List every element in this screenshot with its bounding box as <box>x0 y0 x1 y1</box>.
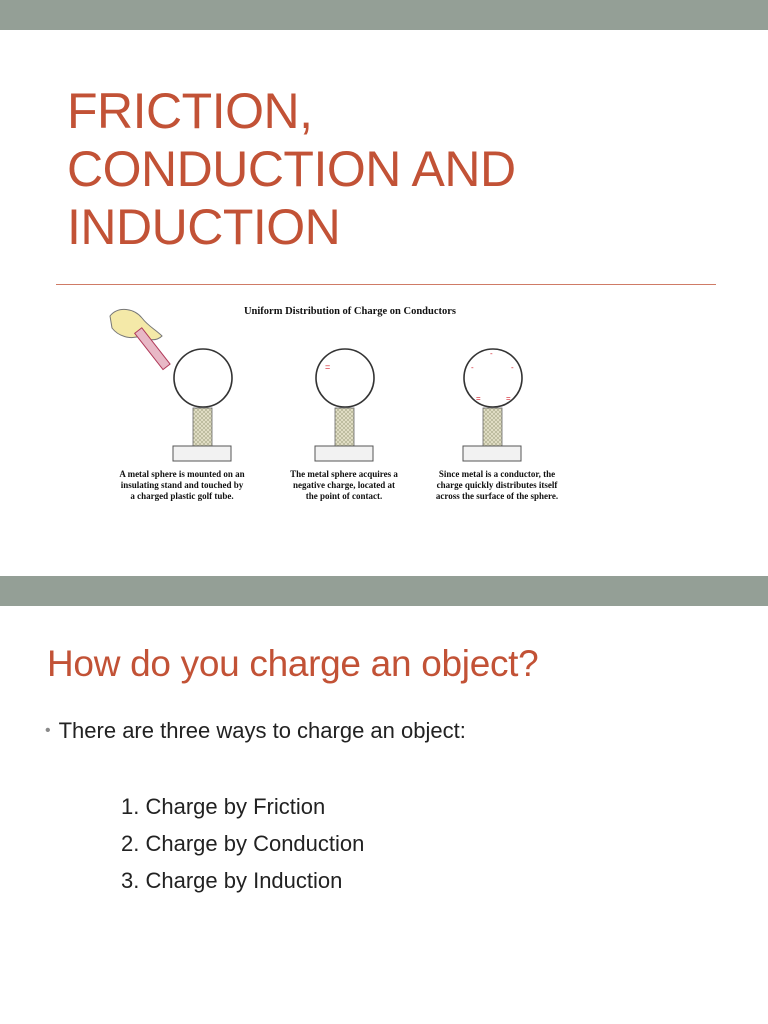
bullet-text: There are three ways to charge an object: <box>58 718 466 743</box>
panel-caption: negative charge, located at <box>293 480 395 490</box>
numbered-list <box>121 788 364 899</box>
title-divider <box>56 284 716 285</box>
panel-caption: The metal sphere acquires a <box>290 469 398 479</box>
title-line: CONDUCTION AND <box>67 141 516 197</box>
title-line: INDUCTION <box>67 199 341 255</box>
slide-title <box>67 82 707 256</box>
panel-caption: A metal sphere is mounted on an <box>119 469 245 479</box>
bullet-item <box>45 717 466 745</box>
stand-base <box>463 446 521 461</box>
figure-caption-title: Uniform Distribution of Charge on Conductors <box>243 306 457 317</box>
metal-sphere <box>464 349 522 407</box>
panel-caption: Since metal is a conductor, the <box>438 469 556 479</box>
negative-charge-mark: - <box>490 349 493 358</box>
panel-caption: a charged plastic golf tube. <box>130 491 234 501</box>
negative-charge-mark: = <box>325 362 331 372</box>
negative-charge-mark: = <box>476 394 481 403</box>
stand-base <box>173 446 231 461</box>
metal-sphere <box>316 349 374 407</box>
insulating-stand <box>483 408 502 446</box>
panel-charge-distributed <box>436 349 558 501</box>
insulating-stand <box>193 408 212 446</box>
list-item: 1. Charge by Friction <box>121 794 326 819</box>
panel-caption: the point of contact. <box>305 491 383 501</box>
stand-base <box>315 446 373 461</box>
panel-sphere-charged <box>290 349 398 501</box>
panel-caption: insulating stand and touched by <box>120 480 244 490</box>
insulating-stand <box>335 408 354 446</box>
negative-charge-mark: - <box>511 363 514 372</box>
list-item: 2. Charge by Conduction <box>121 831 365 856</box>
charge-distribution-figure <box>100 296 600 516</box>
list-item: 3. Charge by Induction <box>121 868 343 893</box>
title-line: FRICTION, <box>67 83 313 139</box>
slide-title: How do you charge an object? <box>47 643 539 684</box>
top-band <box>0 0 768 30</box>
negative-charge-mark: - <box>471 363 474 372</box>
bullet-icon: • <box>45 722 51 739</box>
panel-caption: across the surface of the sphere. <box>435 491 559 501</box>
negative-charge-mark: = <box>506 394 511 403</box>
panel-caption: charge quickly distributes itself <box>436 480 558 490</box>
metal-sphere <box>174 349 232 407</box>
slide-separator-band <box>0 576 768 606</box>
panel-sphere-touched <box>110 309 245 501</box>
